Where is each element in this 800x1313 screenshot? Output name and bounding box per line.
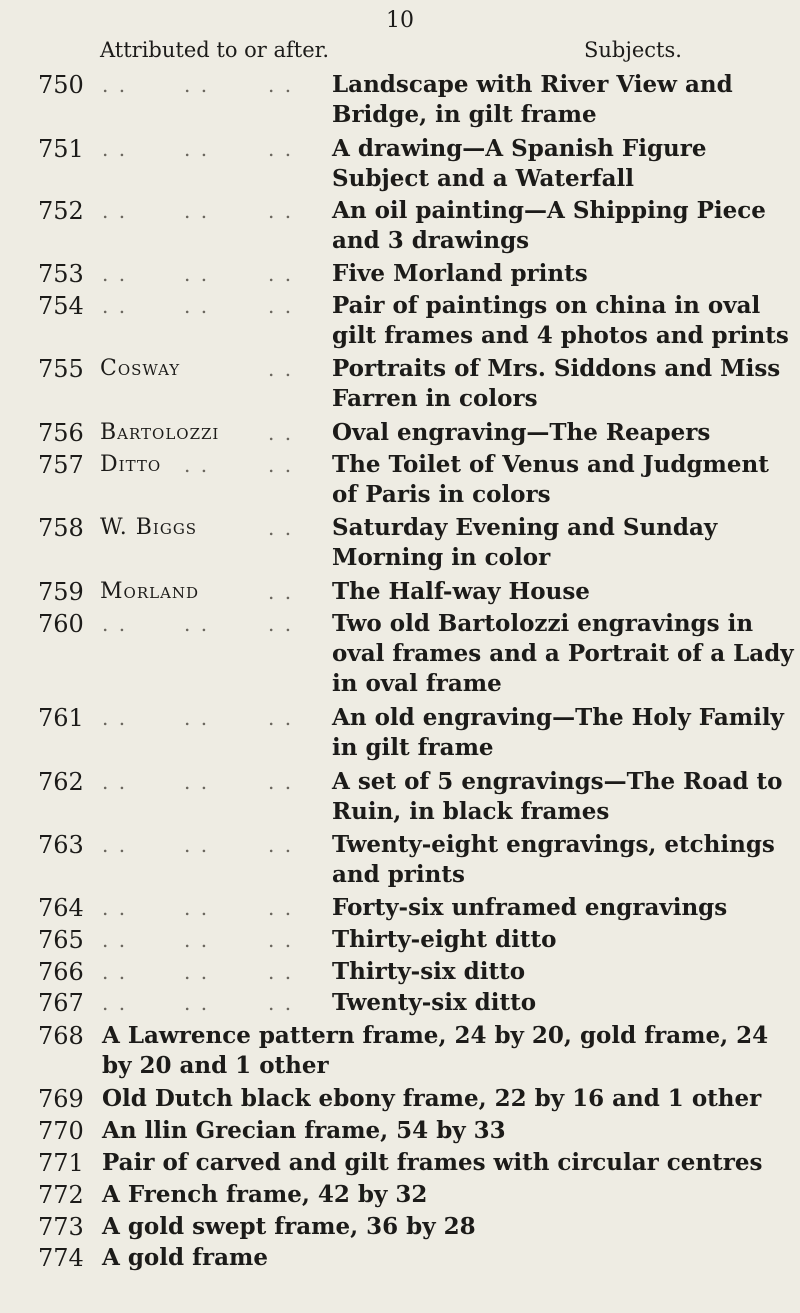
lot-artist: Morland (100, 579, 200, 604)
leader-dots: . . (268, 262, 294, 286)
leader-dots: . . (184, 453, 210, 477)
lot-number: 770 (38, 1117, 84, 1145)
lot-subject: Twenty-eight engravings, etchings and prints (332, 831, 775, 888)
leader-dots: . . (268, 421, 294, 445)
page-number: 10 (386, 8, 414, 33)
leader-dots: . . (102, 137, 128, 161)
leader-dots: . . (102, 833, 128, 857)
lot-number: 750 (38, 71, 84, 99)
leader-dots: . . (184, 770, 210, 794)
leader-dots: . . (268, 294, 294, 318)
lot-subject: Oval engraving—The Reapers (332, 419, 711, 446)
leader-dots: . . (102, 960, 128, 984)
lot-subject: Twenty-six ditto (332, 989, 537, 1016)
leader-dots: . . (184, 262, 210, 286)
leader-dots: . . (184, 960, 210, 984)
leader-dots: . . (184, 706, 210, 730)
lot-number: 765 (38, 926, 84, 954)
lot-number: 773 (38, 1213, 84, 1241)
leader-dots: . . (268, 770, 294, 794)
lot-number: 767 (38, 989, 84, 1017)
lot-subject: An llin Grecian frame, 54 by 33 (102, 1117, 506, 1144)
leader-dots: . . (268, 960, 294, 984)
leader-dots: . . (102, 199, 128, 223)
leader-dots: . . (102, 73, 128, 97)
lot-number: 760 (38, 610, 84, 638)
leader-dots: . . (184, 991, 210, 1015)
lot-number: 774 (38, 1244, 84, 1272)
leader-dots: . . (268, 137, 294, 161)
leader-dots: . . (268, 896, 294, 920)
lot-subject: Old Dutch black ebony frame, 22 by 16 and 1 other (102, 1085, 762, 1112)
leader-dots: . . (268, 928, 294, 952)
lot-number: 771 (38, 1149, 84, 1177)
lot-subject: Pair of paintings on china in oval gilt frames and 4 photos and prints (332, 292, 789, 349)
lot-subject: A drawing—A Spanish Figure Subject and a Waterfall (332, 135, 707, 192)
lot-subject: A set of 5 engravings—The Road to Ruin, in black frames (332, 768, 783, 825)
lot-number: 759 (38, 578, 84, 606)
leader-dots: . . (102, 262, 128, 286)
leader-dots: . . (102, 706, 128, 730)
lot-artist: Bartolozzi (100, 420, 220, 445)
leader-dots: . . (268, 73, 294, 97)
lot-artist: Ditto (100, 452, 162, 477)
lot-artist: W. Biggs (100, 515, 198, 540)
lot-subject: Five Morland prints (332, 260, 588, 287)
leader-dots: . . (184, 294, 210, 318)
leader-dots: . . (184, 833, 210, 857)
lot-subject: Pair of carved and gilt frames with circular centres (102, 1149, 763, 1176)
leader-dots: . . (184, 896, 210, 920)
lot-subject: Thirty-six ditto (332, 958, 526, 985)
lot-subject: Landscape with River View and Bridge, in gilt frame (332, 71, 733, 128)
lot-number: 764 (38, 894, 84, 922)
lot-number: 756 (38, 419, 84, 447)
lot-number: 751 (38, 135, 84, 163)
lot-number: 753 (38, 260, 84, 288)
lot-subject: Portraits of Mrs. Siddons and Miss Farren in colors (332, 355, 781, 412)
lot-subject: An oil painting—A Shipping Piece and 3 drawings (332, 197, 766, 254)
lot-number: 762 (38, 768, 84, 796)
leader-dots: . . (102, 991, 128, 1015)
lot-number: 772 (38, 1181, 84, 1209)
leader-dots: . . (102, 612, 128, 636)
attributed-column-header: Attributed to or after. (100, 38, 330, 62)
leader-dots: . . (184, 928, 210, 952)
lot-number: 758 (38, 514, 84, 542)
leader-dots: . . (268, 833, 294, 857)
lot-subject: Saturday Evening and Sunday Morning in color (332, 514, 718, 571)
lot-number: 752 (38, 197, 84, 225)
lot-subject: A gold swept frame, 36 by 28 (102, 1213, 476, 1240)
leader-dots: . . (102, 896, 128, 920)
lot-subject: A French frame, 42 by 32 (102, 1181, 428, 1208)
lot-subject: The Half-way House (332, 578, 590, 605)
leader-dots: . . (184, 612, 210, 636)
lot-artist: Cosway (100, 356, 181, 381)
lot-subject: The Toilet of Venus and Judgment of Paris in colors (332, 451, 769, 508)
leader-dots: . . (268, 612, 294, 636)
leader-dots: . . (102, 770, 128, 794)
lot-number: 755 (38, 355, 84, 383)
lot-number: 766 (38, 958, 84, 986)
lot-subject: An old engraving—The Holy Family in gilt frame (332, 704, 784, 761)
leader-dots: . . (184, 199, 210, 223)
leader-dots: . . (102, 928, 128, 952)
lot-number: 763 (38, 831, 84, 859)
leader-dots: . . (268, 580, 294, 604)
lot-subject: Thirty-eight ditto (332, 926, 557, 953)
lot-subject: A gold frame (102, 1244, 268, 1271)
leader-dots: . . (268, 516, 294, 540)
leader-dots: . . (102, 294, 128, 318)
leader-dots: . . (268, 706, 294, 730)
leader-dots: . . (268, 357, 294, 381)
subjects-column-header: Subjects. (584, 38, 682, 62)
lot-number: 761 (38, 704, 84, 732)
lot-number: 757 (38, 451, 84, 479)
leader-dots: . . (268, 199, 294, 223)
lot-number: 754 (38, 292, 84, 320)
lot-subject: A Lawrence pattern frame, 24 by 20, gold frame, 24 by 20 and 1 other (102, 1022, 769, 1079)
leader-dots: . . (184, 137, 210, 161)
leader-dots: . . (268, 991, 294, 1015)
lot-subject: Forty-six unframed engravings (332, 894, 728, 921)
lot-number: 769 (38, 1085, 84, 1113)
leader-dots: . . (268, 453, 294, 477)
lot-subject: Two old Bartolozzi engravings in oval frames and a Portrait of a Lady in oval frame (332, 610, 794, 697)
lot-number: 768 (38, 1022, 84, 1050)
leader-dots: . . (184, 73, 210, 97)
